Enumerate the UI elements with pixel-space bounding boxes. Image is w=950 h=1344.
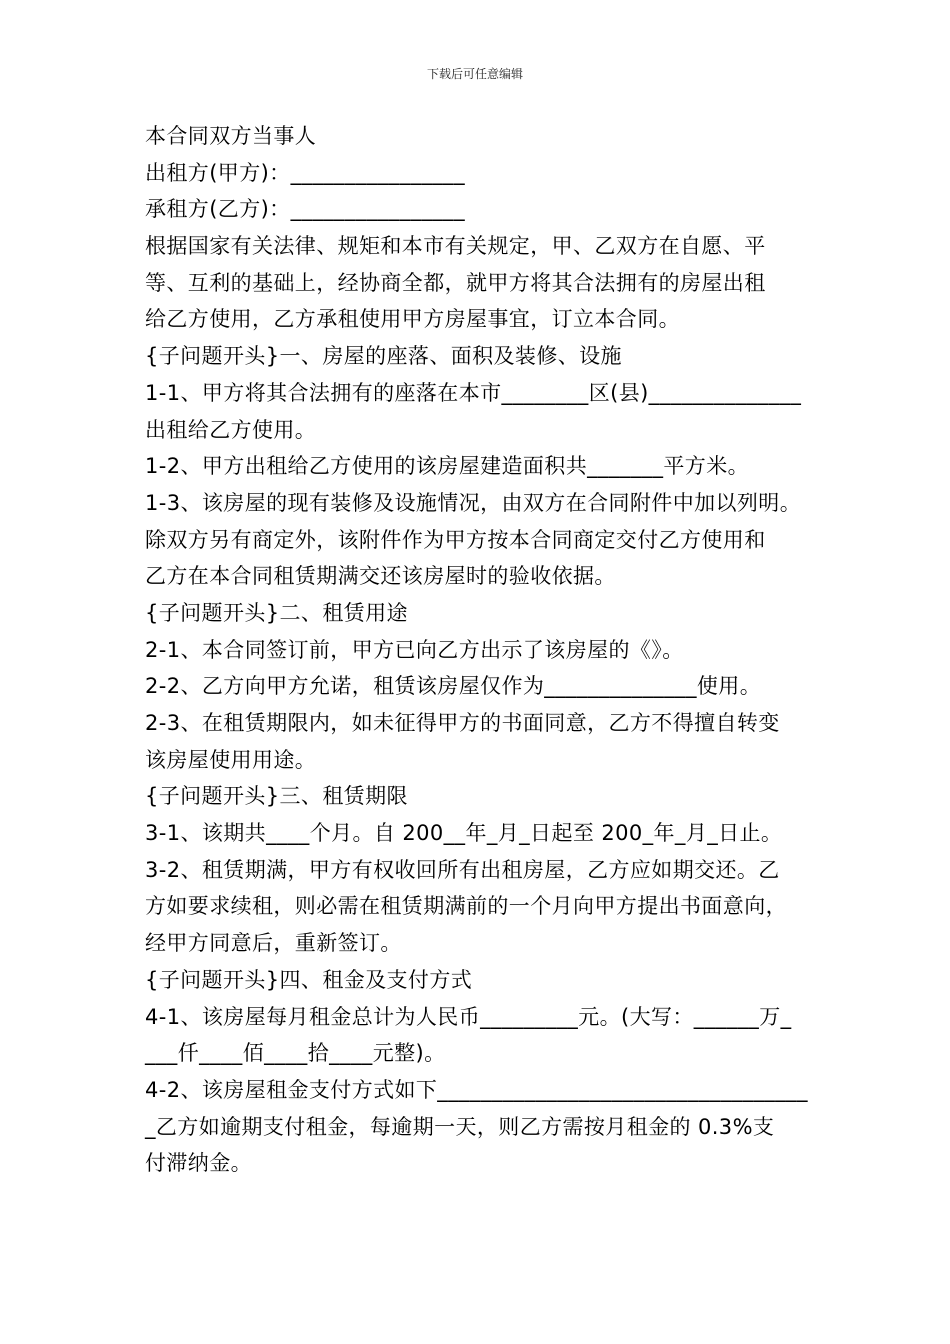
- contract-line: 2-3、在租赁期限内，如未征得甲方的书面同意，乙方不得擅自转变: [145, 711, 780, 735]
- contract-line: 2-2、乙方向甲方允诺，租赁该房屋仅作为______________使用。: [145, 674, 762, 699]
- contract-line: 付滞纳金。: [145, 1151, 252, 1176]
- contract-line: 等、互利的基础上，经协商全都，就甲方将其合法拥有的房屋出租: [145, 270, 766, 295]
- contract-line: 方如要求续租，则必需在租赁期满前的一个月向甲方提出书面意向，: [145, 894, 787, 919]
- contract-line: 本合同双方当事人: [145, 124, 317, 148]
- contract-line: 1-3、该房屋的现有装修及设施情况，由双方在合同附件中加以列明。: [145, 490, 802, 515]
- section-heading: {子问题开头}三、租赁期限: [145, 784, 408, 809]
- contract-line: 经甲方同意后，重新签订。: [145, 931, 402, 956]
- contract-line: _乙方如逾期支付租金，每逾期一天，则乙方需按月租金的 0.3%支: [145, 1114, 775, 1139]
- contract-line: 4-1、该房屋每月租金总计为人民币_________元。(大写：______万_: [145, 1004, 792, 1029]
- contract-line: 3-1、该期共____个月。自 200__年_月_日起至 200_年_月_日止。: [145, 821, 783, 846]
- contract-line: 出租给乙方使用。: [145, 417, 317, 442]
- contract-line: 根据国家有关法律、规矩和本市有关规定，甲、乙双方在自愿、平: [145, 234, 766, 259]
- contract-line: 给乙方使用，乙方承租使用甲方房屋事宜，订立本合同。: [145, 307, 680, 332]
- contract-line: 出租方(甲方)：________________: [145, 160, 465, 185]
- section-heading: {子问题开头}一、房屋的座落、面积及装修、设施: [145, 344, 622, 369]
- contract-line: 承租方(乙方)：________________: [145, 197, 465, 222]
- contract-line: 3-2、租赁期满，甲方有权收回所有出租房屋，乙方应如期交还。乙: [145, 857, 780, 882]
- section-heading: {子问题开头}四、租金及支付方式: [145, 967, 473, 992]
- contract-line: 该房屋使用用途。: [145, 747, 317, 772]
- contract-line: 1-2、甲方出租给乙方使用的该房屋建造面积共_______平方米。: [145, 454, 749, 479]
- page-header-note: 下载后可任意编辑: [426, 67, 523, 81]
- contract-line: 乙方在本合同租赁期满交还该房屋时的验收依据。: [145, 564, 616, 589]
- contract-line: 1-1、甲方将其合法拥有的座落在本市________区(县)______________: [145, 380, 802, 405]
- contract-line: 4-2、该房屋租金支付方式如下__________________________________: [145, 1077, 808, 1102]
- contract-body: [145, 118, 825, 1182]
- contract-line: ___仟____佰____拾____元整)。: [145, 1041, 446, 1066]
- contract-line: 2-1、本合同签订前，甲方已向乙方出示了该房屋的《》。: [145, 637, 684, 662]
- section-heading: {子问题开头}二、租赁用途: [145, 600, 408, 625]
- contract-line: 除双方另有商定外，该附件作为甲方按本合同商定交付乙方使用和: [145, 527, 766, 552]
